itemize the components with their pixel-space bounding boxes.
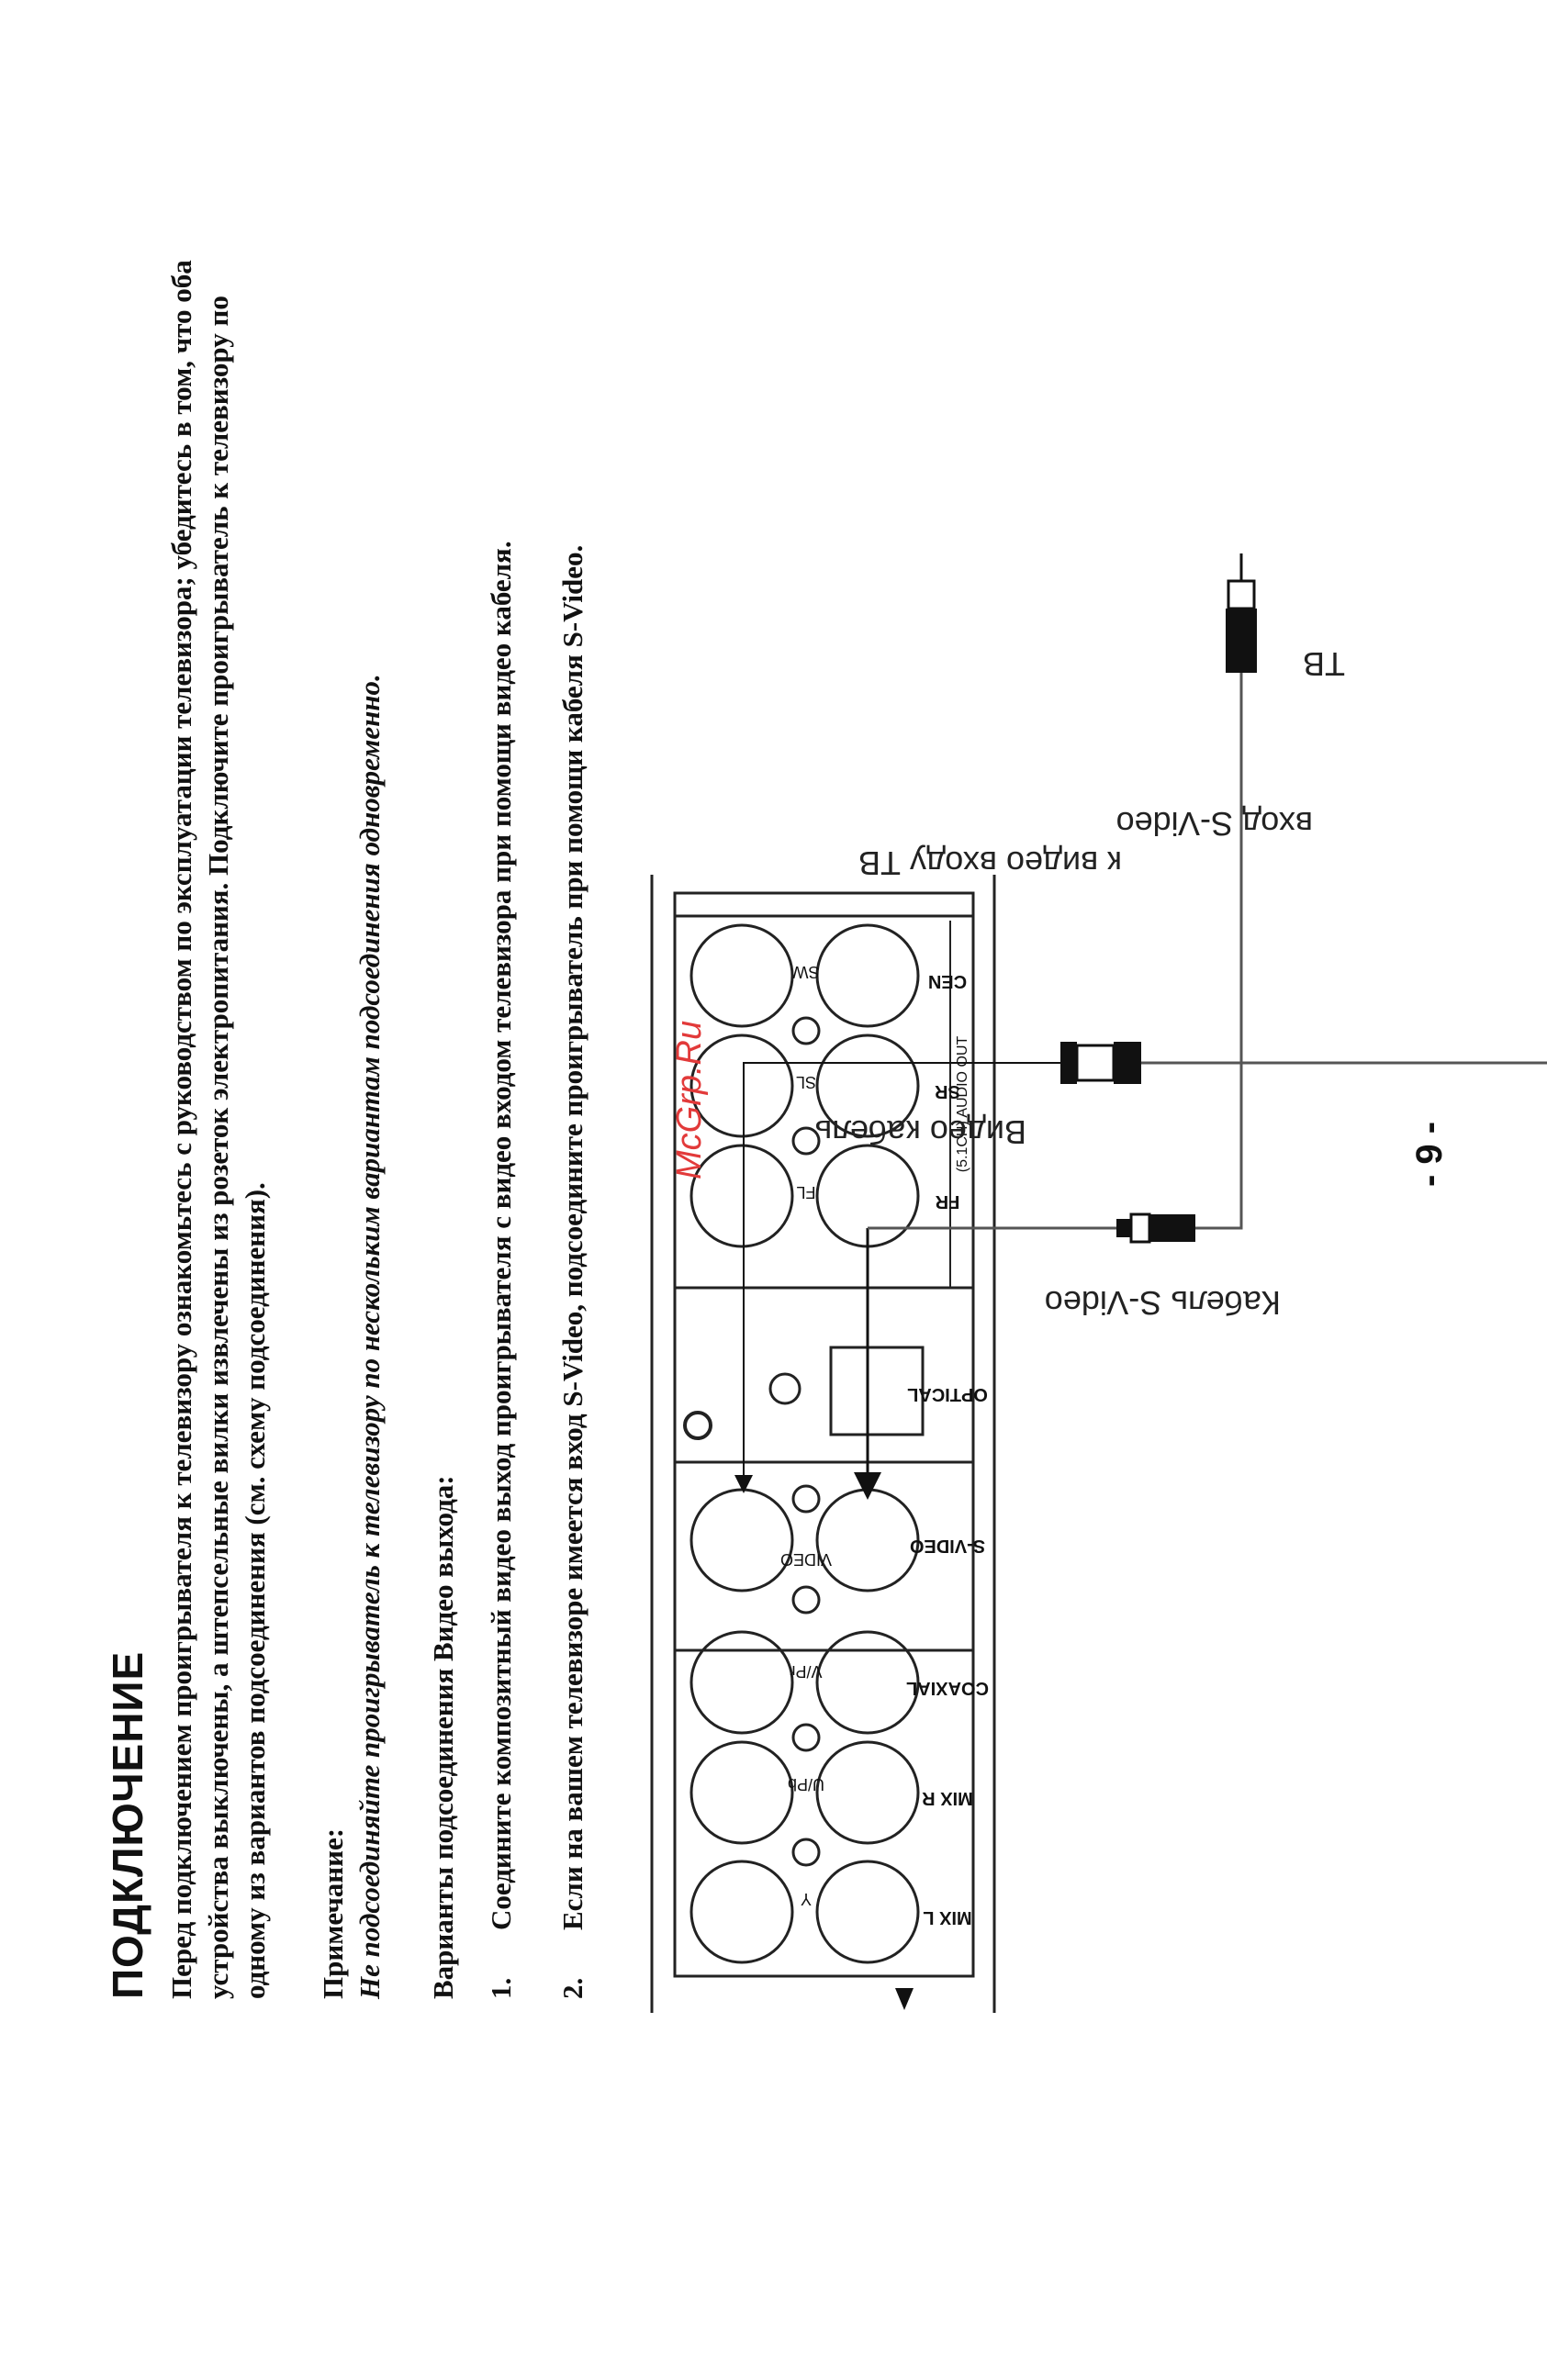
label-video-cable: Видео кабель	[814, 1113, 1026, 1151]
label-fl: FL	[796, 1183, 816, 1201]
label-video: VIDEO	[779, 1550, 833, 1569]
label-to-tv-video: к видео входу ТВ	[858, 844, 1122, 882]
label-audio-out: (5.1CH) AUDIO OUT	[955, 1035, 970, 1173]
page-title: ПОДКЛЮЧЕНИЕ	[104, 1650, 151, 1999]
cen-jack	[817, 925, 918, 1026]
screw-icon	[685, 1413, 711, 1438]
sw-jack	[691, 925, 792, 1026]
label-s-video-input: вход S-Video	[1115, 805, 1313, 843]
video-cable	[1060, 1042, 1547, 1084]
label-sl: SL	[795, 1073, 817, 1091]
mix-r-jack	[817, 1742, 918, 1843]
warning-triangle-icon	[895, 1988, 914, 2010]
rear-panel	[675, 893, 973, 1976]
note-title: Примечание:	[317, 1827, 349, 1999]
watermark: McGrp.Ru	[670, 1020, 709, 1179]
list-item-text: Соедините композитный видео выход проигрывателя с видео входом телевизора при помощи видео кабеля.	[485, 541, 517, 1930]
label-optical: OPTICAL	[907, 1384, 988, 1404]
label-s-video: S-VIDEO	[909, 1536, 986, 1556]
vpr-jack	[691, 1632, 792, 1733]
label-sr: SR	[935, 1081, 960, 1101]
video-jack	[691, 1490, 792, 1591]
coaxial-jack	[817, 1632, 918, 1733]
note-text: Не подсоединяйте проигрыватель к телевизору по нескольким вариантам подсоединения одновременно.	[353, 674, 386, 1999]
variants-title: Варианты подсоединения Видео выхода:	[427, 1475, 459, 1999]
label-mix-l: MIX L	[923, 1907, 972, 1927]
label-vpr: V/Pr	[790, 1662, 823, 1681]
list-item-text: Если на вашем телевизоре имеется вход S-Video, подсоедините проигрыватель при помощи кабеля S-Video.	[556, 544, 589, 1930]
label-sw: SW	[792, 963, 820, 981]
label-y: Y	[800, 1890, 813, 1908]
page-number: - 9 -	[1409, 1121, 1450, 1187]
label-mix-r: MIX R	[922, 1788, 973, 1808]
mix-l-jack	[817, 1861, 918, 1962]
label-s-video-cable: Кабель S-Video	[1044, 1284, 1281, 1322]
label-s-video-input-tv: ТВ	[1302, 645, 1345, 683]
label-cen: CEN	[927, 971, 968, 991]
list-item-number: 1.	[485, 1977, 517, 1999]
s-video-jack	[817, 1490, 918, 1591]
y-jack	[691, 1861, 792, 1962]
label-coaxial: COAXIAL	[906, 1678, 989, 1698]
list-item-number: 2.	[556, 1977, 589, 1999]
label-fr: FR	[935, 1191, 960, 1212]
intro-paragraph: Перед подключением проигрывателя к телевизору ознакомьтесь с руководством по эксплуатации телевизора; убедитесь в том, что оба устройства выключены, а штепсельные вилки извлечены из розеток электропитания. Подключите проигрыватель к телевизору по одному из вариантов подсоединения (см. схему подсоединения).	[165, 260, 271, 1999]
label-upb: U/Pb	[787, 1775, 825, 1793]
upb-jack	[691, 1742, 792, 1843]
